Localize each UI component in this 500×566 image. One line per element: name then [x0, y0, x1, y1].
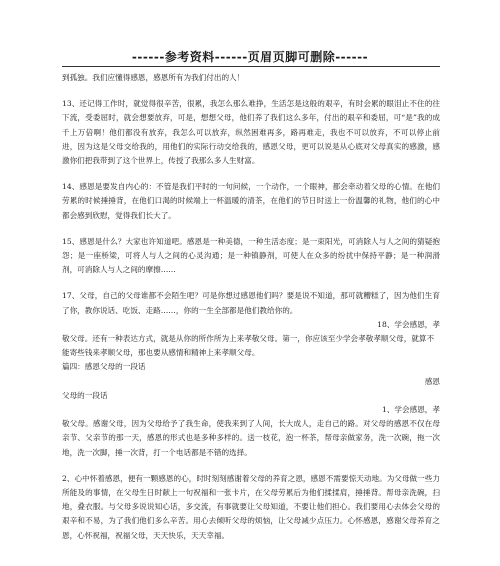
- paragraph-1-lead: 1、学会感恩，孝: [382, 405, 440, 415]
- document-body: [62, 71, 440, 555]
- paragraph-17: 17、父母，自己的父母谁都不会陌生吧？可是你想过感恩他们吗？要是说不知道，那可就糟糕了，因为他们生育了你，教你说话、吃饭、走路……，你的一生全部都是他们教给你的。: [62, 291, 440, 315]
- paragraph-intro: 到孤独。我们应懂得感恩，感恩所有为我们付出的人！: [62, 73, 245, 82]
- header-divider: [62, 66, 440, 67]
- paragraph-1-body: 敬父母。感谢父母，因为父母给予了我生命，使我来到了人间，长大成人，走自己的路。对父母的感恩不仅在母亲节、父亲节的那一天，感恩的形式也是多种多样的。送一枝花，泡一杯茶，帮母亲做家务，洗一次碗，拖一次地，洗一次脚，捶一次背，打一个电话都是不错的选择。: [62, 419, 440, 457]
- paragraph-18-lead: 18、学会感恩，孝: [377, 319, 440, 329]
- paragraph-13: 13、还记得工作时，就觉得很辛苦，很累，我怎么那么难挣，生活怎是这般的艰辛，有时会累的眼泪止不住的往下流，受委屈时，就会想要放弃，可是，想想父母，他们养了我们这么多年，付出的艰辛和委屈，可“是”我的成千上万倍啊！他们都没有放弃，我怎么可以放弃，纵然困难再多，路再难走，我也不可以放弃，不可以停止前进，因为这是父母交给我的，用他们的实际行动交给我的，感恩父母，更可以说是从心底对父母真实的感激，感激你们把我带到了这个世界上，传授了我那么多人生财富。: [62, 99, 440, 166]
- section-subtitle: 父母的一段话: [62, 390, 108, 400]
- page-header: ------参考资料------页眉页脚可删除------: [131, 50, 369, 64]
- paragraph-15: 15、感恩是什么？大家也许知道吧。感恩是一种美德，一种生活态度；是一束阳光，可消除人与人之间的猜疑抱怨；是一座桥梁，可将人与人之间的心灵沟通；是一种镇静剂，可使人在众多的纷扰中保持平静；是一种润滑剂，可消除人与人之间的摩擦……: [62, 236, 440, 275]
- section-title: 篇四：感恩父母的一段话: [62, 362, 146, 372]
- section-title-right: 感恩: [424, 376, 440, 386]
- paragraph-14: 14、感恩是要发自内心的：不管是我们平时的一句问候，一个动作，一个眼神，都会牵动着父母的心情。在他们劳累的时候捶捶背，在他们口渴的时候端上一杯温暖的清茶，在他们的节日时送上一份温馨的礼物，他们的心中都会感到欣慰，觉得我们长大了。: [62, 182, 440, 220]
- paragraph-18-body: 敬父母。还有一种表达方式，就是从你的所作所为上来孝敬父母。第一，你应该至少学会孝敬孝顺父母，就算不能寄些钱来孝顺父母，那也要从感情和精神上来孝顺父母。: [62, 334, 435, 358]
- paragraph-2: 2、心中怀着感恩，便有一颗感恩的心，时时刻刻感谢着父母的养育之恩，感恩不需要惊天动地。为父母做一些力所能及的事情，在父母生日时献上一句祝福和一张卡片，在父母劳累后为他们揉揉肩，捶捶背。帮母亲洗碗，扫地，叠衣服。与父母多说说知心话，多交流，有事就要让父母知道，不要让他们担心。我们要用心去体会父母的艰辛和不易，为了我们他们多么辛苦。用心去倾听父母的烦恼，让父母减少点压力。心怀感恩，感谢父母养育之恩，心怀祝福，祝福父母，天天快乐，天天幸福。: [62, 473, 440, 540]
